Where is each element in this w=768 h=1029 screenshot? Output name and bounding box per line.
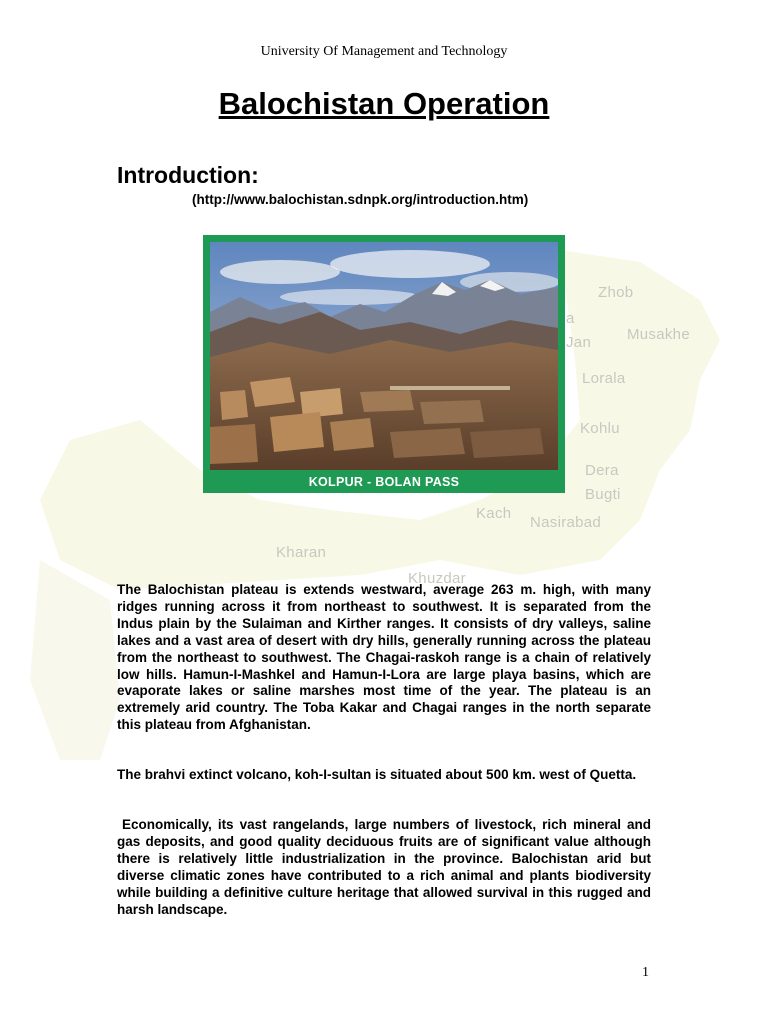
map-label: Musakhe xyxy=(627,326,690,343)
map-label: Kach xyxy=(476,505,512,522)
photo-caption: KOLPUR - BOLAN PASS xyxy=(308,475,460,489)
body-paragraph: The Balochistan plateau is extends westward, average 263 m. high, with many ridges running across it from northeast to southwest. It is separated from the Indus plain by the Sulaiman and Kirther ranges. It consists of dry valleys, saline lakes and a vast area of desert with dry hills, generally running across the plateau from the northeast to southwest. The Chagai-raskoh range is a chain of relatively low hills. Hamun-I-Mashkel and Hamun-I-Lora are large playa basins, which are evaporate lakes or saline marshes most time of the year. The plateau is an extremely arid country. The Toba Kakar and Chagai ranges in the north separate this plateau from Afghanistan. xyxy=(117,582,651,733)
map-label: Zhob xyxy=(598,284,634,301)
document-title: Balochistan Operation xyxy=(218,86,550,121)
page-header: University Of Management and Technology xyxy=(260,44,508,59)
landscape-illustration xyxy=(210,242,558,470)
body-paragraph: Economically, its vast rangelands, large numbers of livestock, rich mineral and gas deposits, and good quality deciduous fruits are of significant value although there is relatively little industrialization in the province. Balochistan arid but diverse climatic zones have contributed to a rich animal and plants biodiversity while building a definitive culture heritage that allowed survival in this rugged and harsh landscape. xyxy=(117,817,651,917)
body-paragraph: The brahvi extinct volcano, koh-I-sultan is situated about 500 km. west of Quetta. xyxy=(117,767,637,782)
map-label: Kharan xyxy=(276,544,327,561)
map-label: Dera xyxy=(585,462,619,479)
map-label: Jan xyxy=(566,334,592,351)
map-label: Bugti xyxy=(585,486,621,503)
map-label: Lorala xyxy=(582,370,626,387)
map-label: Nasirabad xyxy=(530,514,602,531)
map-label: Kohlu xyxy=(580,420,620,437)
landscape-photo xyxy=(210,242,558,470)
page-number: 1 xyxy=(642,965,649,980)
map-label: Khuzdar xyxy=(408,570,466,587)
source-link[interactable]: (http://www.balochistan.sdnpk.org/introduction.htm) xyxy=(192,192,529,207)
map-label: a xyxy=(566,310,575,327)
photo-figure xyxy=(203,235,565,493)
section-heading: Introduction: xyxy=(117,162,259,188)
